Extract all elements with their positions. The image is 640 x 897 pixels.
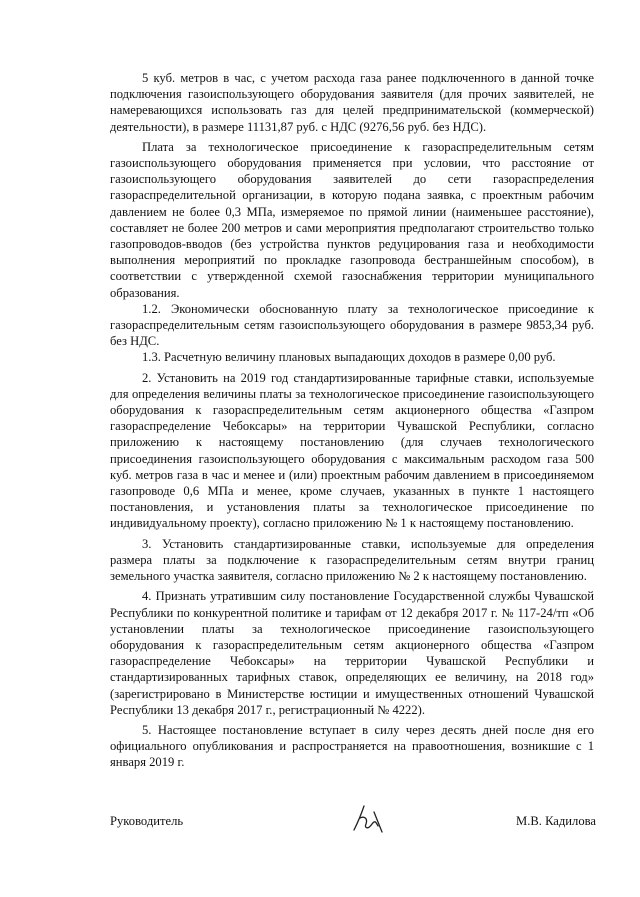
signatory-title: Руководитель [110,814,184,828]
paragraph-1-2: 1.2. Экономически обоснованную плату за технологическое присоединие к газораспределительным сетям газоиспользующего оборудования в размере 9853,34 руб. без НДС. [110,301,594,349]
paragraph-3: 3. Установить стандартизированные ставки, используемые для определения размера платы за подключение к газораспределительным сетям внутри границ земельного участка заявителя, согласно приложению № 2 к настоящему постановлению. [110,536,594,584]
paragraph-1-3: 1.3. Расчетную величину плановых выпадающих доходов в размере 0,00 руб. [142,350,556,365]
signatory-name: М.В. Кадилова [516,814,596,828]
document-body [110,70,594,771]
paragraph-2: 2. Установить на 2019 год стандартизированные тарифные ставки, используемые для определения величины платы за технологическое присоединение газоиспользующего оборудования к газораспределительным сетям акционерного общества «Газпром газораспределение Чебоксары» на территории Чувашской Республики, согласно приложению к настоящему постановлению (для случаев технологического присоединения газоиспользующего оборудования с максимальным расходом газа 500 куб. метров газа в час и менее и (или) проектным рабочим давлением в присоединяемом газопроводе 0,6 МПа и менее, кроме случаев, указанных в пункте 1 настоящего постановления, и установления платы за технологическое присоединение по индивидуальному проекту), согласно приложению № 1 к настоящему постановлению. [110,370,594,531]
signature-block [110,806,596,836]
paragraph-tariff-continuation: 5 куб. метров в час, с учетом расхода газа ранее подключенного в данной точке подключения газоиспользующего оборудования заявителя (для прочих заявителей, не намеревающихся использовать газ для целей предпринимательской (коммерческой) деятельности), в размере 11131,87 руб. с НДС (9276,56 руб. без НДС). [110,71,594,134]
paragraph-fee-conditions: Плата за технологическое присоединение к газораспределительным сетям газоиспользующего оборудования применяется при условии, что расстояние от газоиспользующего оборудования заявителей до сети газораспределения газораспределительной организации, в которую подана заявка, с проектным рабочим давлением не более 0,3 МПа, измеряемое по прямой линии (наименьшее расстояние), составляет не более 200 метров и сами мероприятия предполагают строительство только газопроводов-вводов (без устройства пунктов редуцирования газа и необходимости выполнения мероприятий по прокладке газопровода бестраншейным способом), в соответствии с утвержденной схемой газоснабжения территории муниципального образования. [110,139,594,300]
paragraph-5: 5. Настоящее постановление вступает в силу через десять дней после дня его официального опубликования и распространяется на правоотношения, возникшие с 1 января 2019 г. [110,722,594,770]
paragraph-4: 4. Признать утратившим силу постановление Государственной службы Чувашской Республики по конкурентной политике и тарифам от 12 декабря 2017 г. № 117-24/тп «Об установлении платы за технологическое присоединение газоиспользующего оборудования к газораспределительным сетям акционерного общества «Газпром газораспределение Чебоксары» на территории Чувашской Республики и стандартизированных тарифных ставок, определяющих ее величину, на 2018 год» (зарегистрировано в Министерстве юстиции и имущественных отношений Чувашской Республики 13 декабря 2017 г., регистрационный № 4222). [110,589,594,717]
handwritten-signature [348,802,388,838]
